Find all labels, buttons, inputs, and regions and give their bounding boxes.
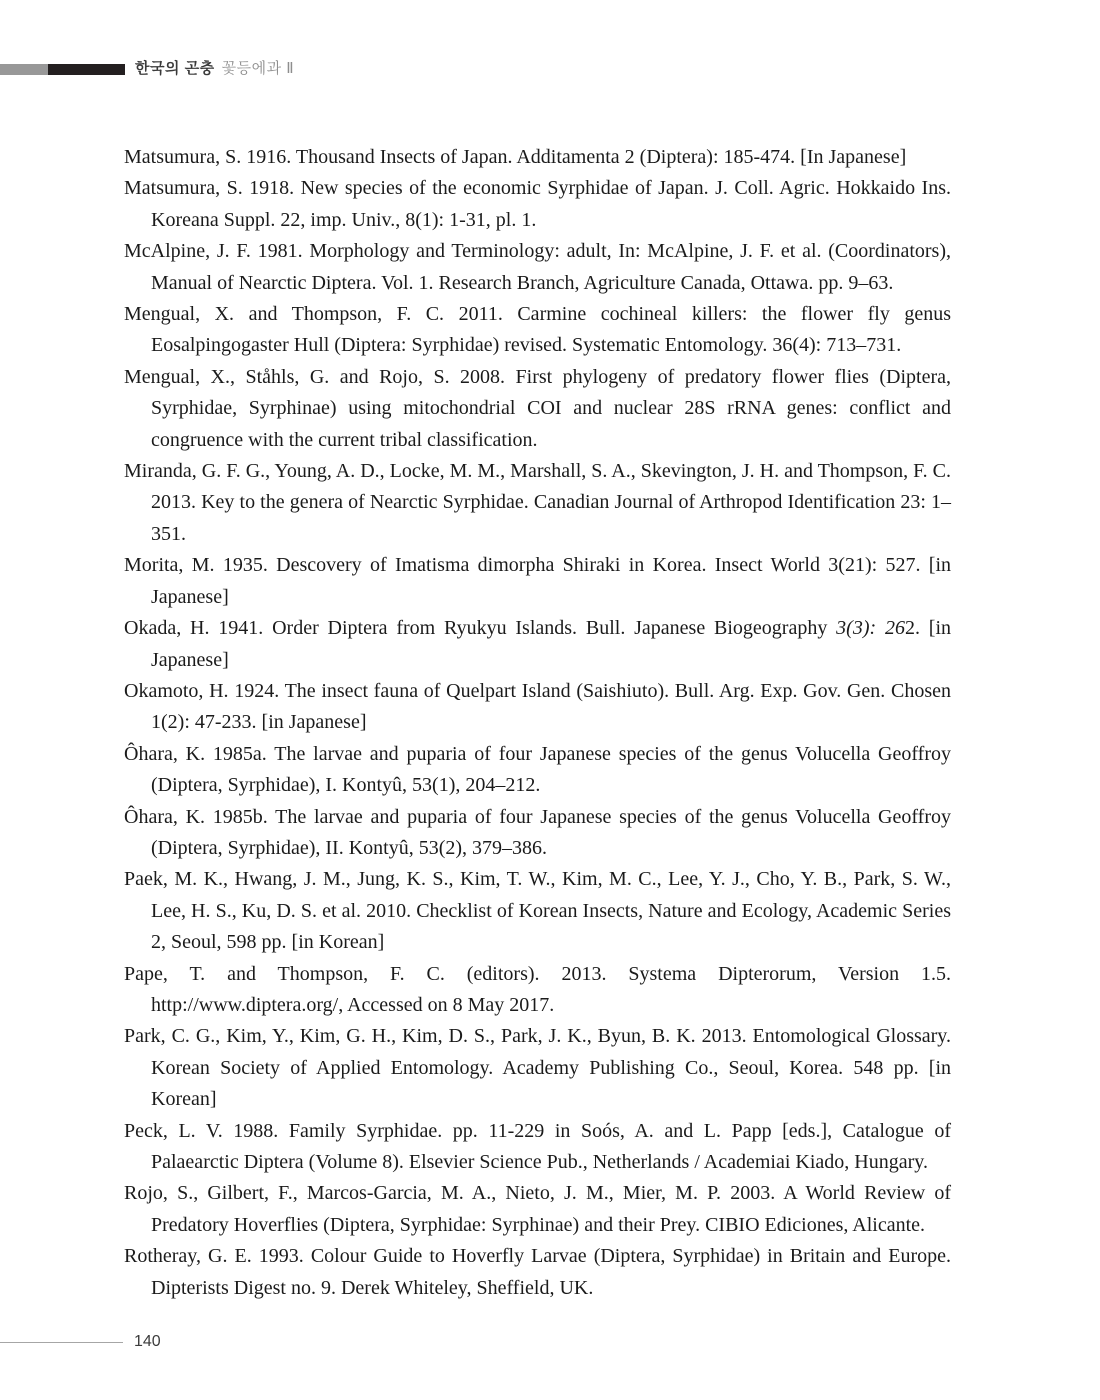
reference-entry <box>124 1178 951 1241</box>
reference-entry <box>124 739 951 802</box>
reference-text: Ôhara, K. 1985a. The larvae and puparia of four Japanese species of the genus Volucella Geoffroy (Diptera, Syrphidae), I. Kontyû, 53(1), 204–212. <box>124 742 951 797</box>
reference-entry <box>124 236 951 299</box>
header-accent-bar-black <box>48 64 125 75</box>
page-number: 140 <box>134 1333 161 1350</box>
reference-entry <box>124 456 951 550</box>
reference-text: Miranda, G. F. G., Young, A. D., Locke, M. M., Marshall, S. A., Skevington, J. H. and Thompson, F. C. 2013. Key to the genera of Nearctic Syrphidae. Canadian Journal of Arthropod Identification 23: 1–351. <box>124 460 952 545</box>
reference-text: Pape, T. and Thompson, F. C. (editors). 2013. Systema Dipterorum, Version 1.5. http://www.diptera.org/, Accessed on 8 May 2017. <box>124 962 951 1016</box>
reference-entry <box>124 173 951 236</box>
reference-entry <box>124 550 951 613</box>
reference-entry <box>124 1021 951 1115</box>
reference-text: Okada, H. 1941. Order Diptera from Ryukyu Islands. Bull. Japanese Biogeography <box>124 617 837 640</box>
reference-entry <box>124 1116 951 1179</box>
reference-entry <box>124 142 951 173</box>
reference-text: Peck, L. V. 1988. Family Syrphidae. pp. 11-229 in Soós, A. and L. Papp [eds.], Catalogue of Palaearctic Diptera (Volume 8). Elsevier Science Pub., Netherlands / Academiai Kiado, Hungary. <box>124 1119 951 1173</box>
reference-entry <box>124 802 951 865</box>
book-subtitle: 꽃등에과 Ⅱ <box>221 60 295 77</box>
reference-text: Mengual, X. and Thompson, F. C. 2011. Carmine cochineal killers: the flower fly genus Eosalpingogaster Hull (Diptera: Syrphidae) revised. Systematic Entomology. 36(4): 713–731. <box>124 303 951 357</box>
reference-entry <box>124 613 951 676</box>
reference-text: Matsumura, S. 1916. Thousand Insects of Japan. Additamenta 2 (Diptera): 185-474. [In Japanese] <box>124 146 907 168</box>
reference-text: 2. [in Japanese] <box>151 617 952 671</box>
reference-text: Paek, M. K., Hwang, J. M., Jung, K. S., Kim, T. W., Kim, M. C., Lee, Y. J., Cho, Y. B., Park, S. W., Lee, H. S., Ku, D. S. et al. 2010. Checklist of Korean Insects, Nature and Ecology, Academic Series 2, Seoul, 598 pp. [in Korean] <box>124 868 951 954</box>
reference-entry <box>124 362 951 456</box>
reference-text: Mengual, X., Ståhls, G. and Rojo, S. 2008. First phylogeny of predatory flower flies (Diptera, Syrphidae, Syrphinae) using mitochondrial COI and nuclear 28S rRNA genes: conflict and congruence with the current tribal classification. <box>124 365 951 451</box>
reference-text: Matsumura, S. 1918. New species of the economic Syrphidae of Japan. J. Coll. Agric. Hokkaido Ins. Koreana Suppl. 22, imp. Univ., 8(1): 1-31, pl. 1. <box>124 177 951 231</box>
reference-text: McAlpine, J. F. 1981. Morphology and Terminology: adult, In: McAlpine, J. F. et al. (Coordinators), Manual of Nearctic Diptera. Vol. 1. Research Branch, Agriculture Canada, Ottawa. pp. 9–63. <box>124 240 951 294</box>
header-accent-bar-gray <box>0 64 48 75</box>
reference-text: Ôhara, K. 1985b. The larvae and puparia of four Japanese species of the genus Volucella Geoffroy (Diptera, Syrphidae), II. Kontyû, 53(2), 379–386. <box>124 805 951 859</box>
reference-entry <box>124 864 951 958</box>
reference-entry <box>124 1241 951 1304</box>
reference-entry <box>124 676 951 739</box>
reference-entry <box>124 959 951 1022</box>
reference-text: Okamoto, H. 1924. The insect fauna of Quelpart Island (Saishiuto). Bull. Arg. Exp. Gov. Gen. Chosen 1(2): 47-233. [in Japanese] <box>124 679 951 734</box>
reference-entry <box>124 299 951 362</box>
reference-text: Park, C. G., Kim, Y., Kim, G. H., Kim, D. S., Park, J. K., Byun, B. K. 2013. Entomological Glossary. Korean Society of Applied Entomology. Academy Publishing Co., Seoul, Korea. 548 pp. [in Korean] <box>124 1025 951 1111</box>
footer-rule <box>0 1342 123 1343</box>
reference-text: Rotheray, G. E. 1993. Colour Guide to Hoverfly Larvae (Diptera, Syrphidae) in Britain and Europe. Dipterists Digest no. 9. Derek Whiteley, Sheffield, UK. <box>124 1245 951 1299</box>
references-list <box>124 142 951 1304</box>
reference-text: Rojo, S., Gilbert, F., Marcos-Garcia, M. A., Nieto, J. M., Mier, M. P. 2003. A World Review of Predatory Hoverflies (Diptera, Syrphidae: Syrphinae) and their Prey. CIBIO Ediciones, Alicante. <box>124 1182 951 1236</box>
reference-text: Morita, M. 1935. Descovery of Imatisma dimorpha Shiraki in Korea. Insect World 3(21): 527. [in Japanese] <box>124 554 951 608</box>
reference-text-italic: 3(3): 26 <box>836 617 905 640</box>
running-header <box>135 60 294 78</box>
book-title: 한국의 곤충 <box>135 60 215 77</box>
